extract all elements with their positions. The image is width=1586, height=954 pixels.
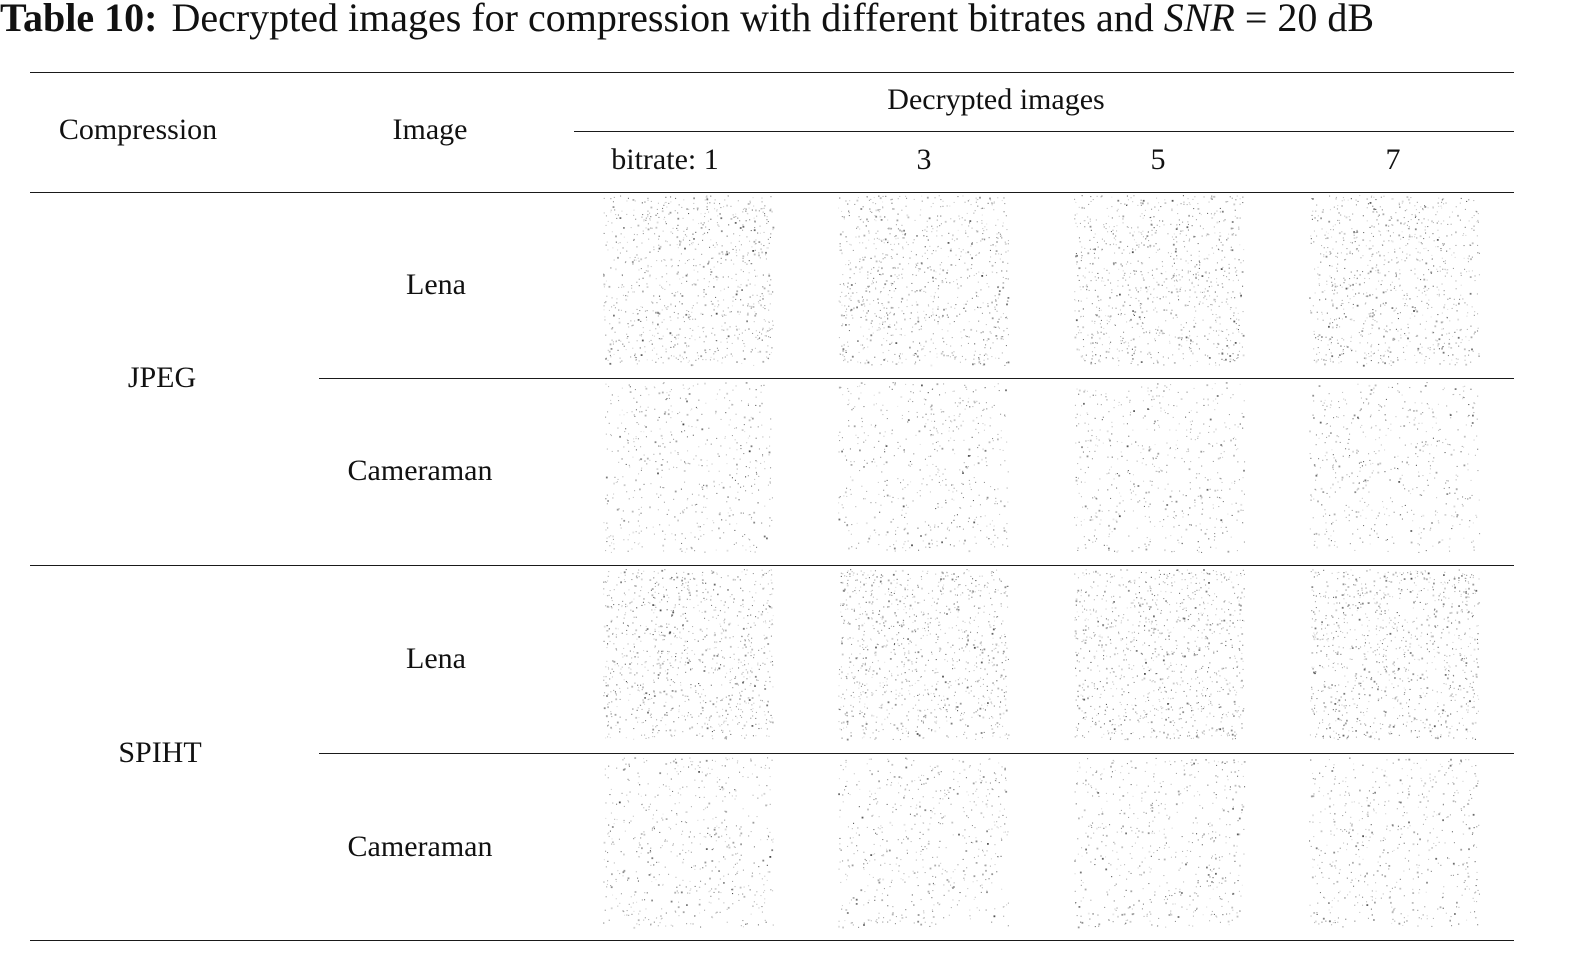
decrypted-image-jpeg-cameraman-bitrate-3 (838, 382, 1010, 554)
decrypted-image-jpeg-lena-bitrate-3 (838, 195, 1010, 367)
image-jpeg-cameraman: Cameraman (347, 454, 493, 487)
image-spiht-cameraman: Cameraman (347, 830, 493, 863)
header-image: Image (392, 113, 468, 146)
header-bitrate-7: 7 (1385, 143, 1401, 176)
decrypted-image-jpeg-cameraman-bitrate-5 (1074, 382, 1246, 554)
caption-text: Decrypted images for compression with different bitrates and (171, 0, 1154, 40)
compression-jpeg: JPEG (127, 361, 197, 394)
decrypted-image-spiht-cameraman-bitrate-3 (838, 757, 1010, 929)
decrypted-image-spiht-lena-bitrate-3 (838, 569, 1010, 741)
header-decrypted-images: Decrypted images (887, 83, 1105, 116)
group-separator-rule (30, 565, 1514, 566)
header-bitrate-5: 5 (1150, 143, 1166, 176)
decrypted-image-spiht-lena-bitrate-1 (603, 569, 775, 741)
bottom-rule (30, 940, 1514, 941)
image-jpeg-lena: Lena (406, 268, 466, 301)
caption-tail: = 20 dB (1244, 0, 1375, 40)
decrypted-image-jpeg-cameraman-bitrate-1 (603, 382, 775, 554)
spiht-inner-rule (319, 753, 1514, 754)
header-compression: Compression (58, 113, 218, 146)
header-bottom-rule (30, 192, 1514, 193)
group-header-rule (574, 131, 1514, 132)
decrypted-image-spiht-lena-bitrate-7 (1309, 569, 1481, 741)
header-bitrate-3: 3 (916, 143, 932, 176)
caption-label: Table 10: (0, 0, 158, 40)
decrypted-image-jpeg-lena-bitrate-7 (1309, 195, 1481, 367)
top-rule (30, 72, 1514, 73)
compression-spiht: SPIHT (118, 736, 202, 769)
decrypted-image-jpeg-cameraman-bitrate-7 (1309, 382, 1481, 554)
header-bitrate-1: bitrate: 1 (611, 143, 719, 176)
decrypted-image-spiht-cameraman-bitrate-5 (1074, 757, 1246, 929)
table-caption (0, 0, 1586, 42)
decrypted-image-spiht-cameraman-bitrate-1 (603, 757, 775, 929)
decrypted-image-spiht-cameraman-bitrate-7 (1309, 757, 1481, 929)
image-spiht-lena: Lena (406, 642, 466, 675)
jpeg-inner-rule (319, 378, 1514, 379)
decrypted-image-spiht-lena-bitrate-5 (1074, 569, 1246, 741)
decrypted-image-jpeg-lena-bitrate-5 (1074, 195, 1246, 367)
caption-variable: SNR (1163, 0, 1235, 40)
decrypted-image-jpeg-lena-bitrate-1 (603, 195, 775, 367)
